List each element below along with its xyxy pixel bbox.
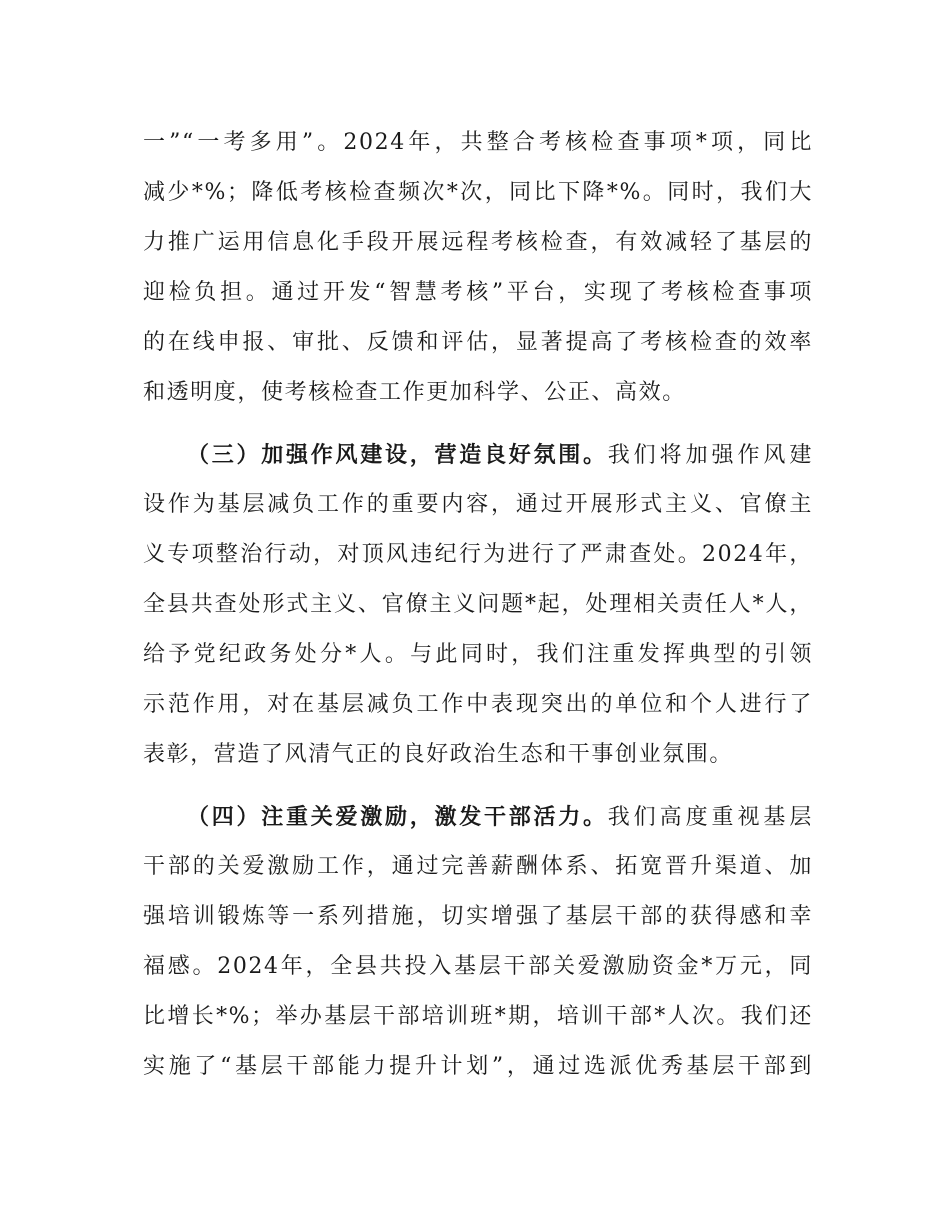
- text-line: 强培训锻炼等一系列措施，切实增强了基层干部的获得感和幸: [143, 904, 813, 929]
- paragraph-gap: [143, 780, 813, 792]
- paragraph-cadre-care: [143, 792, 813, 1092]
- text-line: 福感。2024年，全县共投入基层干部关爱激励资金*万元，同: [143, 954, 813, 979]
- text-line: 全县共查处形式主义、官僚主义问题*起，处理相关责任人*人，: [143, 592, 813, 617]
- heading-line-rest: 我们高度重视基层: [607, 805, 813, 830]
- text-line: 表彰，营造了风清气正的良好政治生态和干事创业氛围。: [143, 742, 734, 767]
- text-line: 设作为基层减负工作的重要内容，通过开展形式主义、官僚主: [143, 492, 813, 517]
- text-line: 一”“一考多用”。2024年，共整合考核检查事项*项，同比: [143, 130, 813, 155]
- paragraph-continuation: [143, 118, 813, 418]
- text-line: 义专项整治行动，对顶风违纪行为进行了严肃查处。2024年，: [143, 542, 813, 567]
- paragraph-work-style: [143, 430, 813, 780]
- text-line: 减少*%；降低考核检查频次*次，同比下降*%。同时，我们大: [143, 180, 813, 205]
- text-line: 实施了“基层干部能力提升计划”，通过选派优秀基层干部到: [143, 1054, 813, 1079]
- text-line: 比增长*%；举办基层干部培训班*期，培训干部*人次。我们还: [143, 1004, 813, 1029]
- paragraph-gap: [143, 418, 813, 430]
- text-line: 给予党纪政务处分*人。与此同时，我们注重发挥典型的引领: [143, 642, 813, 667]
- text-line: 迎检负担。通过开发“智慧考核”平台，实现了考核检查事项: [143, 280, 813, 305]
- text-line: 力推广运用信息化手段开展远程考核检查，有效减轻了基层的: [143, 230, 813, 255]
- section-heading: （四）注重关爱激励，激发干部活力。: [187, 804, 608, 830]
- text-line: 的在线申报、审批、反馈和评估，显著提高了考核检查的效率: [143, 330, 813, 355]
- text-line: [143, 792, 813, 842]
- heading-line-rest: 我们将加强作风建: [607, 443, 813, 468]
- section-heading: （三）加强作风建设，营造良好氛围。: [187, 442, 608, 468]
- text-line: 和透明度，使考核检查工作更加科学、公正、高效。: [143, 380, 686, 405]
- document-body: [143, 118, 813, 1092]
- text-line: [143, 430, 813, 480]
- text-line: 示范作用，对在基层减负工作中表现突出的单位和个人进行了: [143, 692, 813, 717]
- text-line: 干部的关爱激励工作，通过完善薪酬体系、拓宽晋升渠道、加: [143, 854, 813, 879]
